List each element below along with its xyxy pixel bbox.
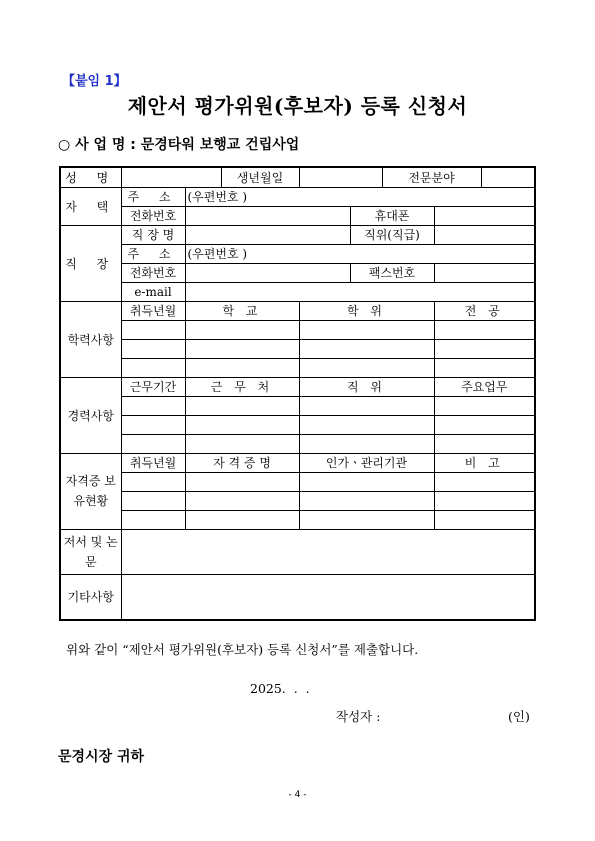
home-address-field[interactable]: (우편번호 ): [185, 187, 535, 206]
table-cell[interactable]: [299, 320, 434, 339]
birth-label: 생년월일: [221, 167, 299, 187]
edu-header-major: 전 공: [434, 301, 535, 320]
table-cell[interactable]: [299, 510, 434, 529]
license-header-date: 취득년월: [121, 453, 185, 472]
home-phone-label: 전화번호: [121, 206, 185, 225]
work-address-field[interactable]: (우편번호 ): [185, 244, 535, 263]
license-header-authority: 인가ㆍ관리기관: [299, 453, 434, 472]
company-field[interactable]: [185, 225, 350, 244]
mobile-label: 휴대폰: [350, 206, 434, 225]
table-cell[interactable]: [185, 472, 299, 491]
table-cell[interactable]: [121, 358, 185, 377]
company-label: 직 장 명: [121, 225, 185, 244]
publications-field[interactable]: [121, 529, 535, 574]
career-header-duties: 주요업무: [434, 377, 535, 396]
other-label: 기타사항: [60, 574, 121, 620]
birth-field[interactable]: [299, 167, 382, 187]
education-label: 학력사항: [60, 301, 121, 377]
table-cell[interactable]: [299, 472, 434, 491]
table-cell[interactable]: [434, 434, 535, 453]
table-cell[interactable]: [299, 491, 434, 510]
table-cell[interactable]: [121, 472, 185, 491]
table-cell[interactable]: [185, 320, 299, 339]
table-cell[interactable]: [434, 472, 535, 491]
application-form-table: [59, 166, 536, 621]
table-cell[interactable]: [299, 434, 434, 453]
name-field[interactable]: [121, 167, 221, 187]
table-cell[interactable]: [299, 358, 434, 377]
home-label: 자 택: [60, 187, 121, 225]
license-header-note: 비 고: [434, 453, 535, 472]
email-label: e-mail: [121, 282, 185, 301]
work-label: 직 장: [60, 225, 121, 301]
page-number: - 4 -: [288, 790, 307, 800]
table-cell[interactable]: [121, 415, 185, 434]
edu-header-school: 학 교: [185, 301, 299, 320]
career-header-period: 근무기간: [121, 377, 185, 396]
declaration-text: 위와 같이 “제안서 평가위원(후보자) 등록 신청서”를 제출합니다.: [66, 642, 419, 657]
work-phone-label: 전화번호: [121, 263, 185, 282]
writer-label: 작성자 :: [336, 709, 381, 724]
table-cell[interactable]: [185, 434, 299, 453]
addressee: 문경시장 귀하: [58, 749, 145, 765]
email-field[interactable]: [185, 282, 535, 301]
table-cell[interactable]: [434, 491, 535, 510]
table-cell[interactable]: [185, 358, 299, 377]
name-label: 성 명: [60, 167, 121, 187]
specialty-label: 전문분야: [382, 167, 481, 187]
table-cell[interactable]: [121, 510, 185, 529]
table-cell[interactable]: [299, 396, 434, 415]
other-field[interactable]: [121, 574, 535, 620]
table-cell[interactable]: [434, 358, 535, 377]
mobile-field[interactable]: [434, 206, 535, 225]
table-cell[interactable]: [434, 320, 535, 339]
table-cell[interactable]: [121, 396, 185, 415]
home-address-label: 주 소: [121, 187, 185, 206]
table-cell[interactable]: [185, 396, 299, 415]
document-title: 제안서 평가위원(후보자) 등록 신청서: [127, 94, 468, 118]
specialty-field[interactable]: [481, 167, 535, 187]
business-name: 사 업 명 : 문경타워 보행교 건립사업: [75, 137, 300, 153]
table-cell[interactable]: [434, 415, 535, 434]
publications-label: 저서 및 논문: [60, 529, 121, 574]
work-phone-field[interactable]: [185, 263, 350, 282]
table-cell[interactable]: [299, 415, 434, 434]
table-cell[interactable]: [185, 491, 299, 510]
table-cell[interactable]: [299, 339, 434, 358]
edu-header-date: 취득년월: [121, 301, 185, 320]
table-cell[interactable]: [434, 339, 535, 358]
table-cell[interactable]: [434, 510, 535, 529]
home-phone-field[interactable]: [185, 206, 350, 225]
business-name-line: [58, 134, 299, 154]
table-cell[interactable]: [185, 339, 299, 358]
table-cell[interactable]: [121, 491, 185, 510]
license-label: 자격증 보유현황: [60, 453, 121, 529]
table-cell[interactable]: [121, 339, 185, 358]
license-header-name: 자 격 증 명: [185, 453, 299, 472]
table-cell[interactable]: [185, 415, 299, 434]
edu-header-degree: 학 위: [299, 301, 434, 320]
career-header-position: 직 위: [299, 377, 434, 396]
table-cell[interactable]: [121, 320, 185, 339]
circle-bullet-icon: ○: [58, 137, 71, 153]
table-cell[interactable]: [121, 434, 185, 453]
table-cell[interactable]: [185, 510, 299, 529]
table-cell[interactable]: [434, 396, 535, 415]
position-grade-label: 직위(직급): [350, 225, 434, 244]
work-address-label: 주 소: [121, 244, 185, 263]
seal-mark: (인): [508, 709, 530, 724]
career-header-workplace: 근 무 처: [185, 377, 299, 396]
position-grade-field[interactable]: [434, 225, 535, 244]
date-line: 2025. . .: [250, 681, 310, 696]
fax-label: 팩스번호: [350, 263, 434, 282]
attachment-label: 【붙임 1】: [62, 74, 127, 89]
career-label: 경력사항: [60, 377, 121, 453]
fax-field[interactable]: [434, 263, 535, 282]
